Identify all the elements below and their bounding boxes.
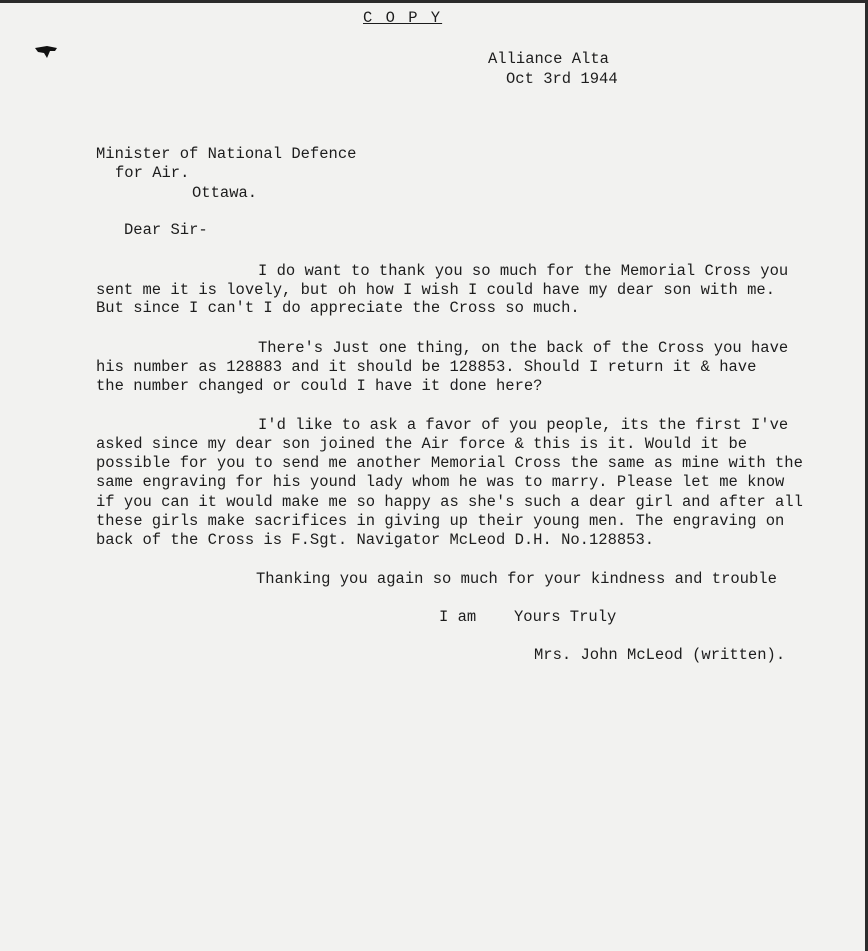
closing-i-am: I am [439,608,477,626]
paragraph-1-line-3: But since I can't I do appreciate the Cross so much. [96,299,580,317]
sender-place: Alliance Alta [488,50,609,68]
paragraph-3-line-7: back of the Cross is F.Sgt. Navigator McLeod D.H. No.128853. [96,531,655,549]
closing-yours-truly: Yours Truly [514,608,617,626]
paragraph-3-line-4: same engraving for his yound lady whom he was to marry. Please let me know [96,473,785,491]
paragraph-3-line-5: if you can it would make me so happy as she's such a dear girl and after all [96,493,803,511]
paragraph-2-line-2: his number as 128883 and it should be 128853. Should I return it & have [96,358,757,376]
punch-hole-mark [34,45,58,59]
paragraph-3-line-2: asked since my dear son joined the Air force & this is it. Would it be [96,435,748,453]
paragraph-1-line-2: sent me it is lovely, but oh how I wish I could have my dear son with me. [96,281,776,299]
salutation: Dear Sir- [124,221,208,239]
paragraph-3-line-3: possible for you to send me another Memorial Cross the same as mine with the [96,454,803,472]
signature: Mrs. John McLeod (written). [534,646,786,664]
paragraph-1-line-1: I do want to thank you so much for the Memorial Cross you [258,262,789,280]
recipient-line-3: Ottawa. [192,184,258,202]
recipient-line-1: Minister of National Defence [96,145,357,163]
paragraph-2-line-1: There's Just one thing, on the back of the Cross you have [258,339,789,357]
closing-thanks: Thanking you again so much for your kindness and trouble [256,570,777,588]
letter-page [0,3,865,951]
recipient-line-2: for Air. [115,164,190,182]
paragraph-2-line-3: the number changed or could I have it done here? [96,377,543,395]
letter-date: Oct 3rd 1944 [506,70,618,88]
paragraph-3-line-1: I'd like to ask a favor of you people, its the first I've [258,416,789,434]
copy-heading: C O P Y [363,9,443,27]
paragraph-3-line-6: these girls make sacrifices in giving up their young men. The engraving on [96,512,785,530]
